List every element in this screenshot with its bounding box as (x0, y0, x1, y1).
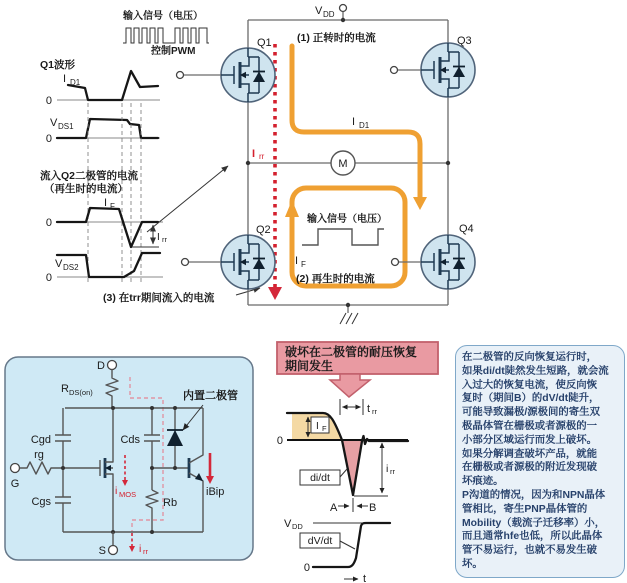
q2-diode-label-2: （再生时的电流） (44, 183, 128, 195)
recovery-irr-label: i (386, 463, 389, 475)
note-line: 坏痕迹。 (462, 476, 504, 488)
forward-current-arrowhead (413, 197, 427, 210)
note2-label: (2) 再生时的电流 (296, 273, 375, 285)
id1-label: I (63, 73, 67, 85)
if-label: I (104, 197, 108, 209)
inner-if-sub: F (301, 260, 306, 269)
note1-label: (1) 正转时的电流 (297, 32, 376, 44)
vds1-label: V (50, 117, 58, 129)
banner-line2: 期间发生 (285, 359, 334, 373)
inner-signal-label: 输入信号（电压） (307, 214, 387, 225)
h-bridge-circuit (177, 5, 476, 325)
recovery-irr-sub: rr (390, 467, 395, 476)
inner-square-wave (302, 229, 384, 245)
note-line: 极晶体管在栅极或者源极的一 (462, 420, 598, 432)
forward-current-path (292, 46, 420, 198)
vdd-terminal (340, 5, 347, 12)
gate-label: G (10, 478, 20, 490)
q3-gate-terminal (391, 67, 398, 74)
didt-label: di/dt (310, 472, 330, 484)
equiv-irr-label: i (139, 543, 142, 555)
q1-wave-label: Q1波形 (40, 59, 76, 71)
rdson-sub: DS(on) (69, 388, 93, 397)
note-line: 管相比，寄生PNP晶体管的 (462, 503, 588, 515)
rdson-label: R (61, 383, 69, 395)
source-label: S (98, 545, 106, 557)
imos-label: i (115, 485, 118, 497)
inner-if-label: I (295, 255, 299, 267)
cgs-label: Cgs (31, 496, 51, 508)
period-b-label: B (369, 502, 377, 514)
note-line: 管不易运行，也就不易发生破 (462, 545, 598, 557)
recovery-vdd-sub: DD (292, 522, 303, 531)
q4-label: Q4 (459, 223, 474, 235)
if-waveform (57, 208, 158, 247)
pwm-pulse-train (123, 28, 209, 43)
rb-label: Rb (163, 497, 178, 509)
cds-label: Cds (120, 434, 140, 446)
drain-terminal (108, 361, 117, 370)
zero-if: 0 (45, 217, 52, 229)
q2-mosfet (221, 235, 275, 289)
vdd-label: V (315, 5, 323, 17)
gate-terminal (11, 464, 20, 473)
note-line: 入过大的恢复电流，使反向恢 (462, 379, 598, 391)
zero-id1: 0 (45, 95, 52, 107)
q3-mosfet (421, 43, 475, 97)
cgd-label: Cgd (30, 434, 51, 446)
regen-loop-arrowhead (285, 200, 299, 217)
t-axis-label: t (363, 573, 367, 583)
note-line: 在栅极或者源极的附近发现破 (462, 462, 598, 474)
irr-arrowhead (268, 287, 282, 300)
pwm-label: 控制PWM (151, 46, 196, 57)
q3-label: Q3 (457, 35, 472, 47)
vds2-sub: DS2 (63, 263, 79, 272)
q2-gate-terminal (182, 259, 189, 266)
dvdt-label: dV/dt (307, 535, 333, 547)
drain-label: D (97, 360, 105, 372)
recovery-panel (270, 336, 460, 583)
q1-gate-terminal (177, 72, 184, 79)
source-terminal (109, 546, 118, 555)
regen-current-loop (292, 188, 405, 286)
q2-diode-label-1: 流入Q2二极管的电流 (40, 170, 139, 182)
trr-label: t (367, 403, 371, 415)
note-line: 如果分解调查破坏产品，就能 (462, 448, 598, 460)
irr-label: I (157, 232, 160, 243)
trr-sub: rr (372, 407, 377, 416)
period-a-label: A (330, 502, 338, 514)
zero-bottom-label: 0 (303, 562, 310, 574)
banner-line1: 破坏在二极管的耐压恢复 (285, 345, 418, 359)
bridge-id1-label: I (352, 116, 356, 128)
note-line: 复时（期间B）的dV/dt陡升， (462, 393, 600, 405)
bridge-irr-sub: rr (259, 152, 265, 161)
note-line: 小部分区域运行而发上破坏。 (462, 434, 598, 446)
id1-sub: D1 (70, 78, 81, 87)
recovery-vdd-label: V (284, 518, 292, 530)
note-line: 而且通常hfe也低，所以此晶体 (462, 531, 603, 543)
note3-label: (3) 在trr期间流入的电流 (103, 292, 215, 304)
vdd-sub: DD (323, 10, 335, 19)
q2-label: Q2 (256, 224, 271, 236)
input-signal-label: 输入信号（电压） (123, 11, 203, 22)
q1-label: Q1 (257, 37, 272, 49)
banner-arrow (330, 374, 370, 397)
vds1-sub: DS1 (58, 122, 74, 131)
note-line: 坏。 (462, 558, 483, 570)
zero-vds2: 0 (45, 272, 52, 284)
recovery-if-label: I (316, 421, 319, 432)
q4-gate-terminal (392, 259, 399, 266)
zero-vds1: 0 (45, 133, 52, 145)
if-sub: F (110, 202, 115, 211)
note-box (455, 345, 625, 578)
q1-mosfet (221, 48, 275, 102)
id1-waveform (68, 71, 158, 100)
rg-label: rg (34, 449, 44, 461)
zero-top-label: 0 (276, 435, 283, 447)
note-line: 可能导致漏极/源极间的寄生双 (462, 407, 600, 419)
recovery-if-sub: F (322, 424, 327, 433)
equiv-irr-sub: rr (143, 547, 148, 556)
ibip-label: iBip (206, 486, 225, 498)
note-line: 如果di/dt陡然发生短路，就会流 (462, 365, 609, 377)
bridge-irr-label: I (252, 148, 256, 160)
vds2-label: V (55, 258, 63, 270)
ground-icon (340, 305, 358, 324)
q4-mosfet (421, 235, 475, 289)
builtin-diode-label: 内置二极管 (183, 390, 238, 402)
note-line: P沟道的情况，因为和NPN晶体 (462, 489, 606, 501)
motor-label: M (338, 158, 348, 170)
irr-sub: rr (162, 235, 167, 244)
equivalent-circuit (3, 352, 255, 564)
note-line: Mobility（载流子迁移率）小， (462, 517, 606, 529)
imos-sub: MOS (119, 490, 137, 499)
bridge-id1-sub: D1 (359, 121, 370, 130)
note-line: 在二极管的反向恢复运行时， (462, 352, 598, 363)
annotation-arrow-to-bridge (147, 166, 228, 232)
